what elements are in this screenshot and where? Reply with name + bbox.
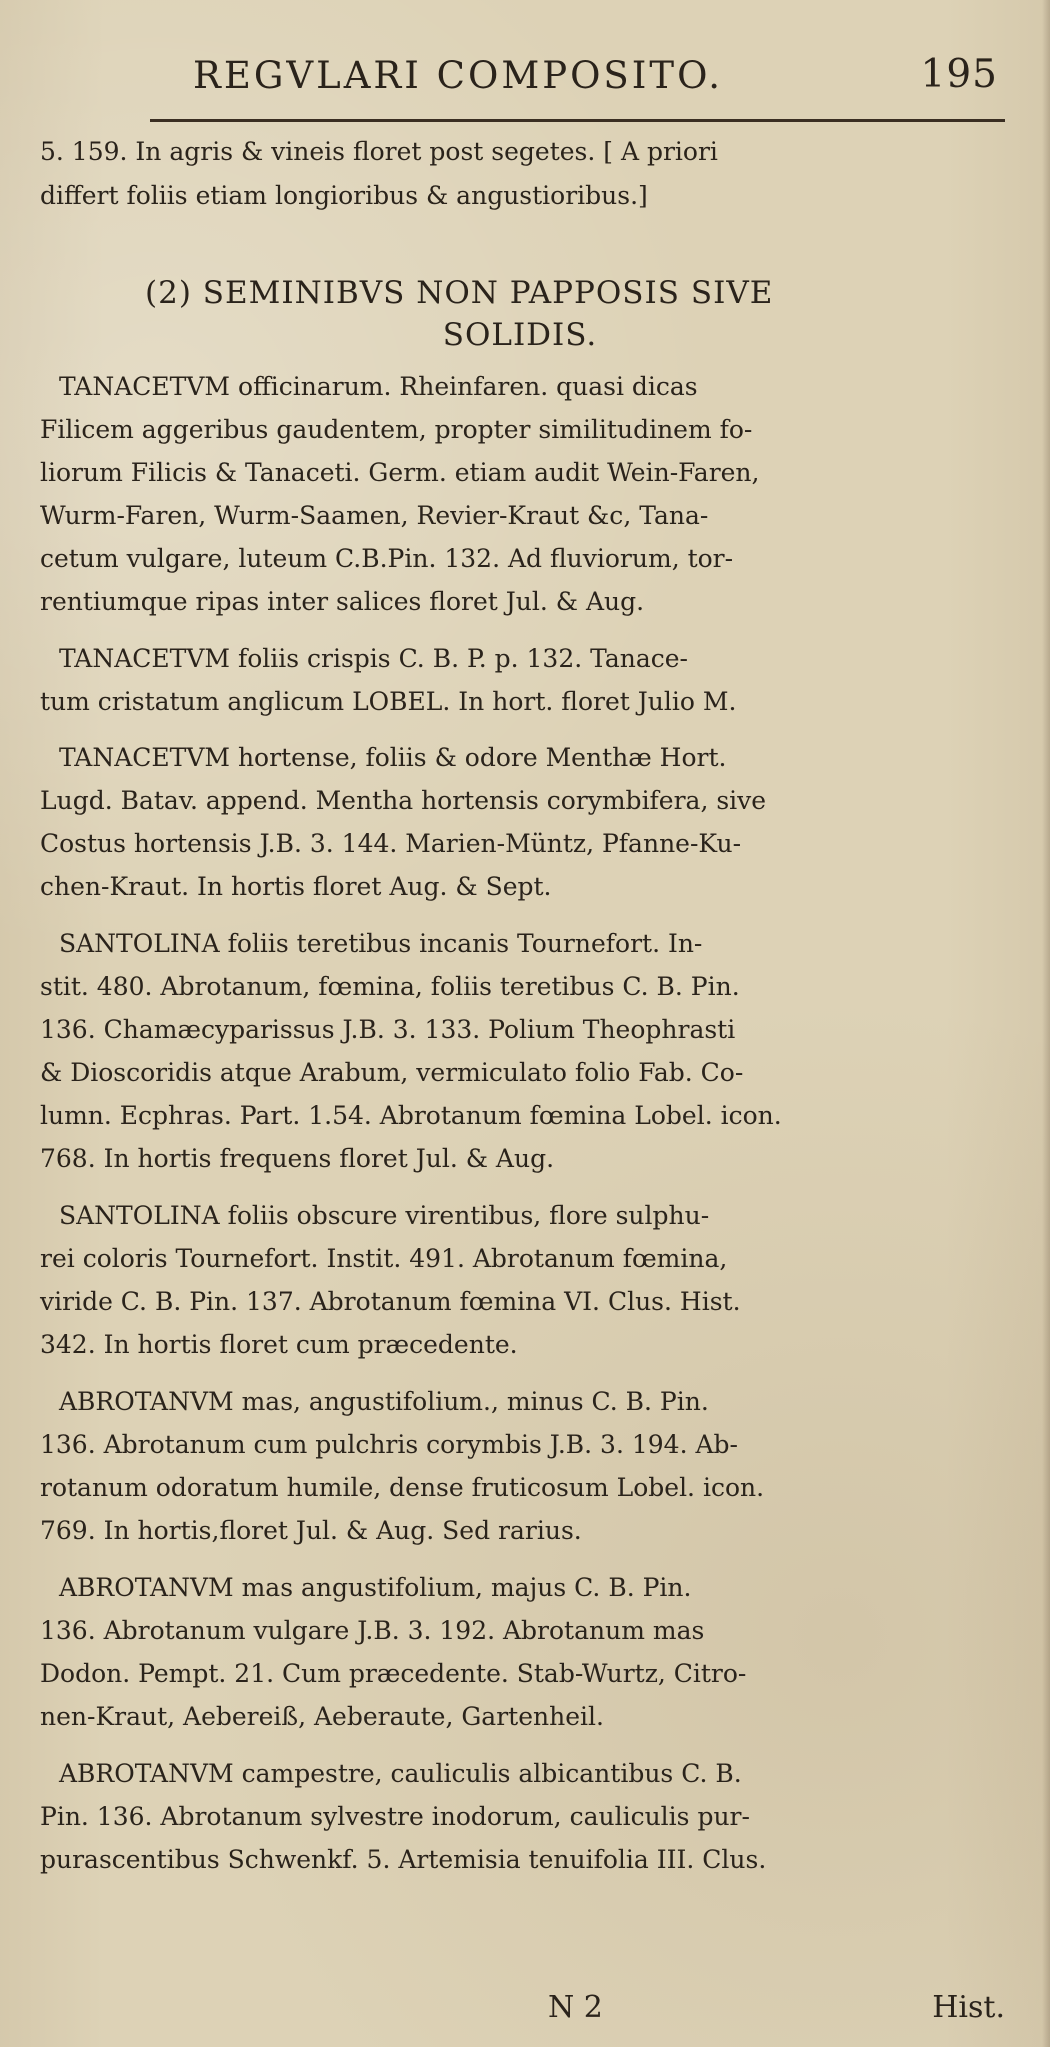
page-header: [193, 52, 998, 106]
section-heading-line-1: (2) SEMINIBVS NON PAPPOSIS SIVE: [145, 275, 774, 311]
text-line-34: Pin. 136. Abrotanum sylvestre inodorum, cauliculis pur-: [40, 1802, 750, 1831]
text-line-33: ABROTANVM campestre, cauliculis albicantibus C. B.: [59, 1759, 742, 1788]
text-line-31: Dodon. Pempt. 21. Cum præcedente. Stab-Wurtz, Citro-: [40, 1659, 747, 1688]
page-content: [40, 138, 1010, 2018]
text-line-29: ABROTANVM mas angustifolium, majus C. B. Pin.: [59, 1573, 692, 1602]
text-line-21: SANTOLINA foliis obscure virentibus, flore sulphu-: [59, 1201, 710, 1230]
text-line-19: lumn. Ecphras. Part. 1.54. Abrotanum fœmina Lobel. icon.: [40, 1101, 782, 1130]
text-line-22: rei coloris Tournefort. Instit. 491. Abrotanum fœmina,: [40, 1244, 728, 1273]
text-line-12: Lugd. Batav. append. Mentha hortensis corymbifera, sive: [40, 786, 767, 815]
text-line-3: TANACETVM officinarum. Rheinfaren. quasi dicas: [59, 372, 698, 401]
text-line-26: 136. Abrotanum cum pulchris corymbis J.B. 3. 194. Ab-: [40, 1430, 738, 1459]
text-line-23: viride C. B. Pin. 137. Abrotanum fœmina VI. Clus. Hist.: [40, 1287, 741, 1316]
text-line-8: rentiumque ripas inter salices floret Jul. & Aug.: [40, 587, 645, 616]
running-title: REGVLARI COMPOSITO.: [193, 54, 723, 97]
catchword: Hist.: [932, 1990, 1005, 2025]
text-line-28: 769. In hortis,floret Jul. & Aug. Sed rarius.: [40, 1516, 582, 1545]
text-line-2: differt foliis etiam longioribus & angustioribus.]: [40, 181, 648, 210]
text-line-30: 136. Abrotanum vulgare J.B. 3. 192. Abrotanum mas: [40, 1616, 705, 1645]
text-line-1: 5. 159. In agris & vineis floret post segetes. [ A priori: [40, 137, 718, 166]
page-number: 195: [920, 52, 998, 97]
text-line-7: cetum vulgare, luteum C.B.Pin. 132. Ad fluviorum, tor-: [40, 544, 734, 573]
text-line-4: Filicem aggeribus gaudentem, propter similitudinem fo-: [40, 415, 753, 444]
text-line-16: stit. 480. Abrotanum, fœmina, foliis teretibus C. B. Pin.: [40, 972, 740, 1001]
text-line-18: & Dioscoridis atque Arabum, vermiculato folio Fab. Co-: [40, 1058, 744, 1087]
text-line-11: TANACETVM hortense, foliis & odore Menthæ Hort.: [59, 743, 727, 772]
text-line-6: Wurm-Faren, Wurm-Saamen, Revier-Kraut &c, Tana-: [40, 501, 709, 530]
text-line-14: chen-Kraut. In hortis floret Aug. & Sept.: [40, 872, 552, 901]
text-line-17: 136. Chamæcyparissus J.B. 3. 133. Polium Theophrasti: [40, 1015, 736, 1044]
page-footer: [0, 1990, 1050, 2030]
text-line-9: TANACETVM foliis crispis C. B. P. p. 132. Tanace-: [59, 644, 689, 673]
text-line-25: ABROTANVM mas, angustifolium., minus C. B. Pin.: [59, 1387, 709, 1416]
text-line-20: 768. In hortis frequens floret Jul. & Aug.: [40, 1144, 555, 1173]
text-line-5: liorum Filicis & Tanaceti. Germ. etiam audit Wein-Faren,: [40, 458, 760, 487]
text-line-10: tum cristatum anglicum LOBEL. In hort. floret Julio M.: [40, 687, 737, 716]
text-line-35: purascentibus Schwenkf. 5. Artemisia tenuifolia III. Clus.: [40, 1845, 767, 1874]
text-line-13: Costus hortensis J.B. 3. 144. Marien-Müntz, Pfanne-Ku-: [40, 829, 742, 858]
text-line-24: 342. In hortis floret cum præcedente.: [40, 1330, 518, 1359]
signature-mark: N 2: [548, 1990, 603, 2025]
section-heading-line-2: SOLIDIS.: [442, 317, 598, 353]
text-line-15: SANTOLINA foliis teretibus incanis Tournefort. In-: [59, 929, 703, 958]
text-line-27: rotanum odoratum humile, dense fruticosum Lobel. icon.: [40, 1473, 765, 1502]
text-line-32: nen-Kraut, Aebereiß, Aeberaute, Gartenheil.: [40, 1702, 604, 1731]
header-rule: [150, 119, 1005, 122]
